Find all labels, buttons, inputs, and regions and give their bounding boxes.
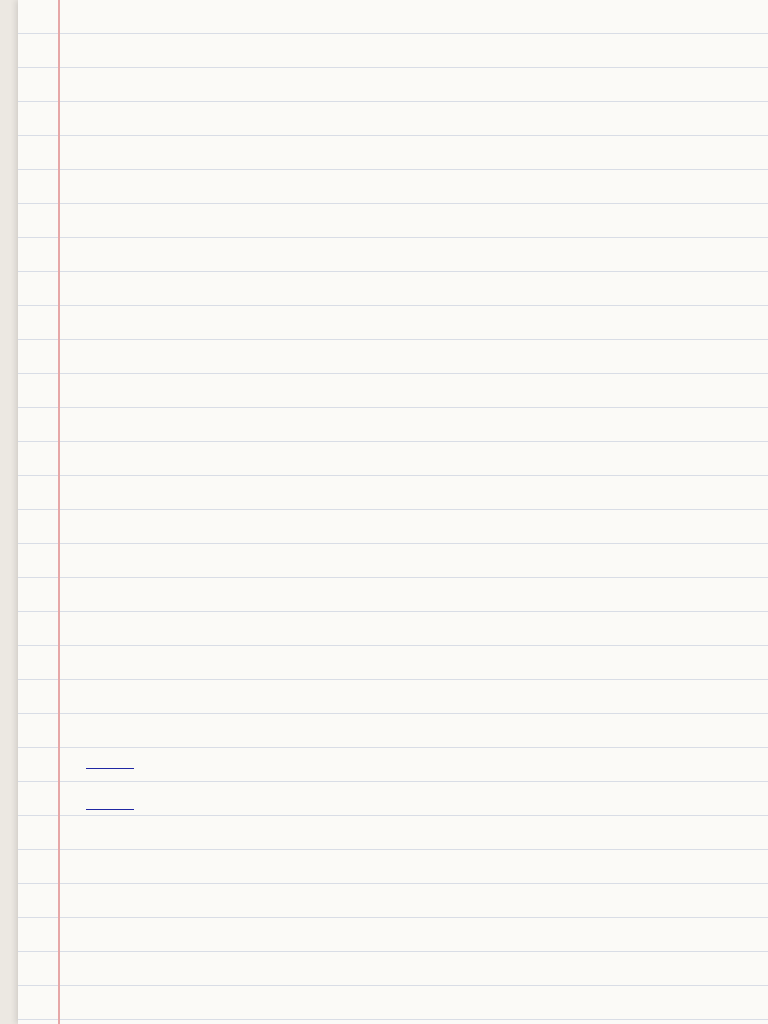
formula-denominator <box>90 769 130 789</box>
formula-denominator <box>90 810 130 830</box>
aim-item-marker <box>76 290 112 323</box>
formula-fraction <box>86 789 134 830</box>
slip-formula <box>76 789 726 830</box>
slip-closing-text <box>76 836 726 869</box>
aim-item-marker <box>76 257 112 290</box>
synchronous-speed-formula <box>76 748 726 789</box>
theory-text <box>76 465 726 498</box>
aim-item <box>76 257 726 290</box>
notebook-page <box>18 0 768 1024</box>
margin-line <box>58 0 60 1024</box>
plot-item <box>186 323 726 356</box>
plot-item <box>186 389 726 422</box>
slip-section <box>76 690 726 869</box>
objective-section <box>76 232 726 422</box>
aim-item <box>76 290 726 323</box>
plot-item-marker <box>186 389 220 422</box>
formula-numerator <box>86 789 134 810</box>
formula-numerator <box>86 748 134 769</box>
theory-section <box>76 440 726 498</box>
plot-list <box>186 323 726 422</box>
slip-text <box>76 715 726 748</box>
aim-list <box>76 257 726 323</box>
plot-item <box>186 356 726 389</box>
plot-item-marker <box>186 356 220 389</box>
plot-item-marker <box>186 323 220 356</box>
experiment-section <box>76 60 726 118</box>
formula-fraction <box>86 748 134 789</box>
experiment-text <box>76 85 726 118</box>
